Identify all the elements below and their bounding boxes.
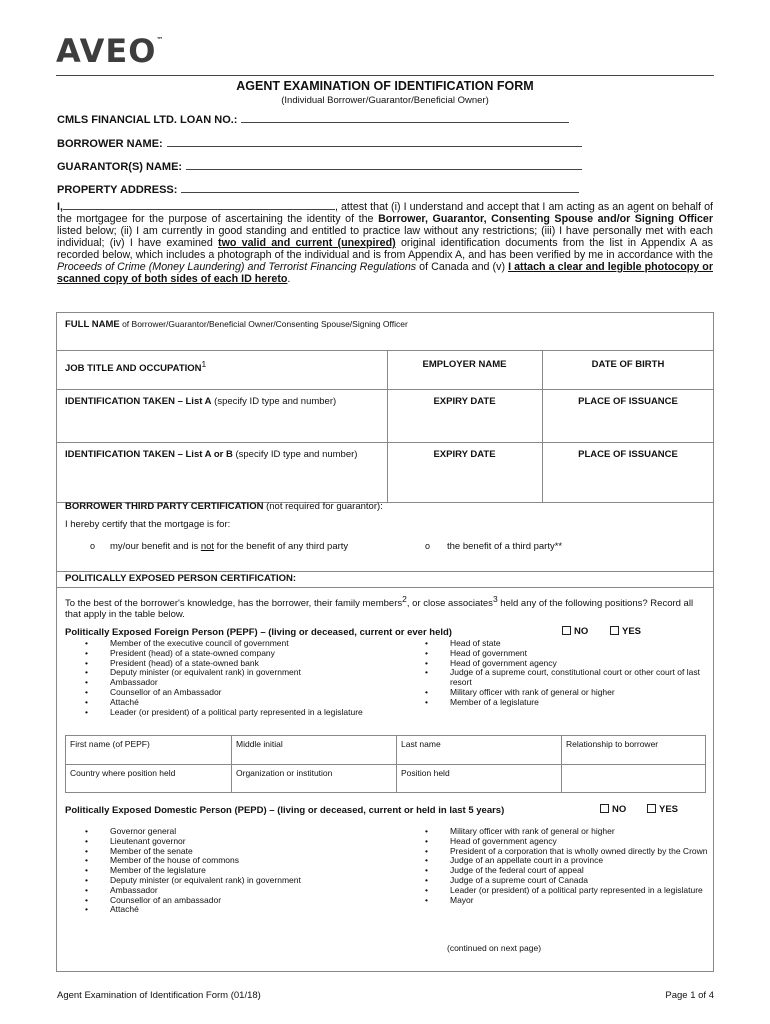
certify-text: I hereby certify that the mortgage is for: [65,519,231,530]
list-item: • Member of a legislature [425,698,715,708]
borrower-name-blank[interactable] [167,137,582,147]
aveo-logo [56,32,164,70]
logo-tm: ™ [156,36,165,44]
list-item: • President (head) of a state-owned company [85,649,385,659]
list-item: • Head of state [425,639,715,649]
pepf-heading: Politically Exposed Foreign Person (PEPF) – (living or deceased, current or ever held) [65,627,452,638]
pepf-table-row [66,764,705,792]
job-title-cell[interactable] [65,359,206,374]
list-item: • Lieutenant governor [85,837,385,847]
footer-page-number: Page 1 of 4 [665,990,714,1001]
pepf-yes-checkbox[interactable] [610,626,619,635]
attest-i1: Proceeds of Crime (Money Laundering) and Terrorist Financing Regulations [57,261,417,273]
property-address-field[interactable] [57,183,579,196]
list-item: • Member of the house of commons [85,856,385,866]
pepf-empty-cell[interactable] [561,765,705,792]
pepf-left-list [85,639,385,717]
id-list-a-desc: (specify ID type and number) [211,396,337,407]
list-item: • Head of government [425,649,715,659]
pepf-organization-cell[interactable]: Organization or institution [231,765,396,792]
id-list-a-label: IDENTIFICATION TAKEN – List A [65,396,212,407]
employer-name-cell[interactable]: EMPLOYER NAME [422,359,507,370]
row-divider [57,442,713,443]
property-address-label: PROPERTY ADDRESS: [57,184,178,196]
list-item: • Counsellor of an ambassador [85,896,385,906]
expiry-date-cell[interactable]: EXPIRY DATE [433,396,496,407]
full-name-desc: of Borrower/Guarantor/Beneficial Owner/Consenting Spouse/Signing Officer [119,319,408,329]
guarantor-name-label: GUARANTOR(S) NAME: [57,161,183,173]
pep-intro [65,594,705,620]
attest-bu1: two valid and current (unexpired) [218,237,396,249]
pepf-position-cell[interactable]: Position held [396,765,561,792]
loan-no-label: CMLS FINANCIAL LTD. LOAN NO.: [57,114,238,126]
expiry-date-cell-2[interactable]: EXPIRY DATE [433,449,496,460]
identification-table [56,312,714,972]
loan-no-field[interactable] [57,113,569,126]
pep-footnote-3: 3 [492,594,498,604]
attest-b1: Borrower, Guarantor, Consenting Spouse and/or Signing Officer [378,213,713,225]
col-divider [387,350,388,502]
list-item: • Attaché [85,905,385,915]
pepf-no-label: NO [574,626,589,637]
pepf-relationship-cell[interactable]: Relationship to borrower [561,736,705,764]
loan-no-blank[interactable] [241,113,569,123]
option-own-benefit-radio[interactable]: o [90,541,96,551]
list-item: • Counsellor of an Ambassador [85,688,385,698]
option-third-party-label: the benefit of a third party** [447,541,563,552]
third-party-heading-bold: BORROWER THIRD PARTY CERTIFICATION [65,501,264,512]
pepd-no-option[interactable] [600,804,626,815]
property-address-blank[interactable] [181,183,579,193]
pepd-no-label: NO [612,804,627,815]
pepd-no-checkbox[interactable] [600,804,609,813]
job-title-footnote: 1 [201,359,207,369]
pepf-middle-initial-cell[interactable]: Middle initial [231,736,396,764]
row-divider [57,389,713,390]
list-item: • Leader (or president) of a political party represented in a legislature [425,886,715,896]
attest-p1: , attest that (i) I understand and accept that I am acting as an agent on behalf of the mortgagee for the purpose of ascertaining the identity of the [57,201,713,225]
pepd-yes-option[interactable] [647,804,678,815]
list-item: • Governor general [85,827,385,837]
id-list-ab-cell[interactable] [65,449,375,460]
list-item: • Member of the legislature [85,866,385,876]
pepd-heading: Politically Exposed Domestic Person (PEPD) – (living or deceased, current or held in last 5 years) [65,805,505,816]
attest-p2: listed below; (ii) I am currently in good standing and entitled to practice law without any restrictions; (iii) I have personally met with each individual; (iv) I have examined [57,225,713,249]
list-item: • Member of the executive council of government [85,639,385,649]
list-item: • President of a corporation that is wholly owned directly by the Crown [425,847,715,857]
date-of-birth-cell[interactable]: DATE OF BIRTH [591,359,665,370]
list-item: • Military officer with rank of general or higher [425,827,715,837]
pepf-last-name-cell[interactable]: Last name [396,736,561,764]
list-item: • Member of the senate [85,847,385,857]
row-divider [57,350,713,351]
agent-name-blank[interactable] [63,201,335,210]
attest-p4: of Canada and (v) [416,261,509,273]
guarantor-name-field[interactable] [57,160,582,173]
place-of-issuance-cell-2[interactable]: PLACE OF ISSUANCE [578,449,678,460]
pepf-yes-label: YES [622,626,642,637]
pepf-yes-option[interactable] [610,626,641,637]
id-list-ab-label: IDENTIFICATION TAKEN – List A or B [65,449,233,460]
footer-form-id: Agent Examination of Identification Form (01/18) [57,990,261,1001]
attest-bu2: I attach a clear and legible photocopy or scanned copy of both sides of each ID hereto [57,261,713,285]
form-header [56,75,714,106]
third-party-heading [65,501,383,512]
attest-i: I, [57,201,63,213]
list-item: • Ambassador [85,678,385,688]
attestation-paragraph [57,201,713,285]
pepf-right-list [425,639,715,708]
borrower-name-label: BORROWER NAME: [57,138,163,150]
list-item: • President (head) of a state-owned bank [85,659,385,669]
pepf-no-option[interactable] [562,626,588,637]
list-item: • Judge of a supreme court of Canada [425,876,715,886]
pep-intro-b: , or close associates [406,598,493,610]
list-item: • Attaché [85,698,385,708]
opt1-not: not [200,541,215,552]
id-list-ab-desc: (specify ID type and number) [232,449,358,460]
attest-p5: . [287,273,291,285]
row-divider [57,571,713,572]
list-item: • Military officer with rank of general or higher [425,688,715,698]
pepf-details-table [65,735,706,793]
list-item: • Head of government agency [425,837,715,847]
list-item: • Mayor [425,896,715,906]
logo-text: AVEO [56,32,157,70]
pep-heading: POLITICALLY EXPOSED PERSON CERTIFICATION: [65,573,297,584]
form-subtitle: (Individual Borrower/Guarantor/Beneficial Owner) [281,95,489,106]
pepf-country-cell[interactable]: Country where position held [70,768,176,778]
list-item: • Deputy minister (or equivalent rank) in government [85,876,385,886]
row-divider [57,587,713,588]
pepf-first-name-cell[interactable]: First name (of PEPF) [70,739,150,749]
borrower-name-field[interactable] [57,137,582,150]
form-title: AGENT EXAMINATION OF IDENTIFICATION FORM [236,79,534,93]
list-item: • Leader (or president) of a political party represented in a legislature [85,708,385,718]
full-name-cell[interactable] [65,319,408,330]
list-item: • Head of government agency [425,659,715,669]
opt1-b: for the benefit of any third party [214,541,349,552]
list-item: • Judge of an appellate court in a province [425,856,715,866]
pepd-right-list [425,827,715,905]
pepf-table-row [66,736,705,764]
option-own-benefit-label [110,541,380,552]
pepd-left-list [85,827,385,915]
option-third-party-radio[interactable]: o [425,541,431,551]
col-divider [542,350,543,502]
pepd-yes-label: YES [659,804,679,815]
list-item: • Deputy minister (or equivalent rank) in government [85,668,385,678]
attest-p3: original identification documents from the list in Appendix A as recorded below, which includes a photograph of the individual and is from Appendix A, and has been verified by me in accordance with the [57,237,714,261]
id-list-a-cell[interactable] [65,396,336,407]
place-of-issuance-cell[interactable]: PLACE OF ISSUANCE [578,396,678,407]
pepf-no-checkbox[interactable] [562,626,571,635]
guarantor-name-blank[interactable] [186,160,582,170]
list-item: • Judge of the federal court of appeal [425,866,715,876]
job-title-label: JOB TITLE AND OCCUPATION [65,363,202,375]
third-party-heading-rest: (not required for guarantor): [263,501,383,512]
list-item: • Judge of a supreme court, constitutional court or other court of last resort [425,668,715,688]
pep-footnote-2: 2 [402,594,407,604]
full-name-label: FULL NAME [65,319,120,330]
list-item: • Ambassador [85,886,385,896]
pep-intro-c: held any of the following positions? Record all that apply in the table below. [65,598,694,621]
pep-intro-a: To the best of the borrower's knowledge, has the borrower, their family members [65,598,403,610]
opt1-a: my/our benefit and is [110,541,201,552]
pepd-yes-checkbox[interactable] [647,804,656,813]
continued-note: (continued on next page) [447,943,542,953]
